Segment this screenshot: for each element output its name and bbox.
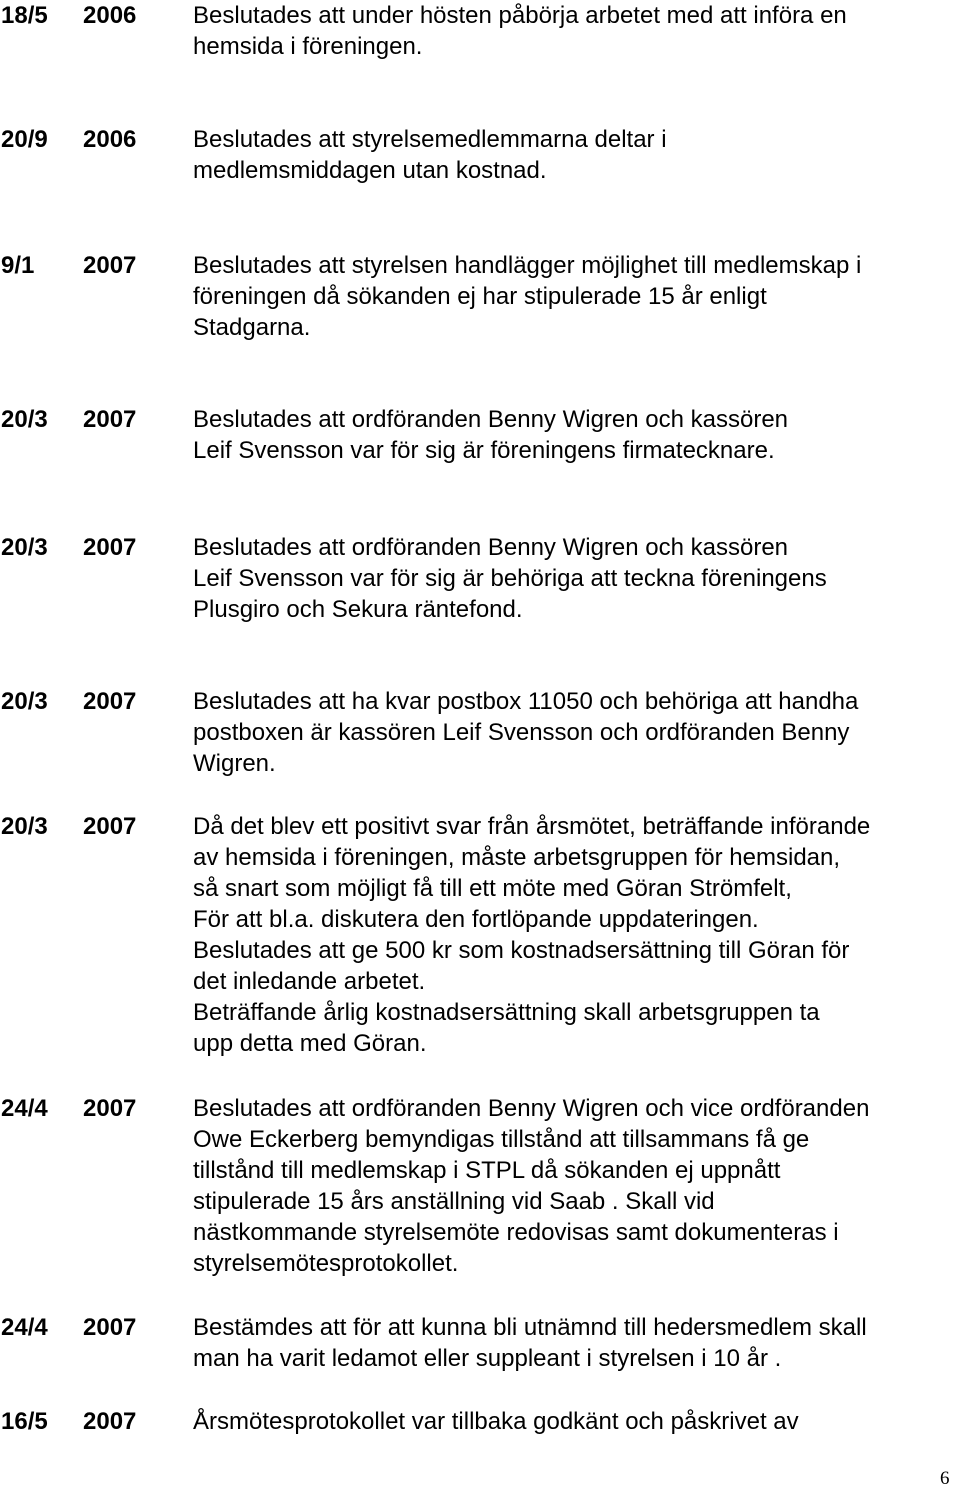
entry-day-month: 20/9: [1, 126, 48, 153]
entry-date: [1, 532, 136, 563]
entry-date: [1, 0, 136, 31]
entry-date: [1, 1312, 136, 1343]
entry-text-line: så snart som möjligt få till ett möte med Göran Strömfelt,: [193, 875, 792, 902]
entry-date: [1, 1093, 136, 1124]
entry-text-line: Beslutades att ordföranden Benny Wigren och vice ordföranden: [193, 1095, 870, 1122]
entry-day-month: 9/1: [1, 252, 35, 279]
entry-text-line: medlemsmiddagen utan kostnad.: [193, 157, 547, 184]
entry-year: 2007: [83, 1408, 137, 1435]
entry-year: 2007: [83, 1314, 137, 1341]
entry-text-line: Årsmötesprotokollet var tillbaka godkänt och påskrivet av: [193, 1408, 799, 1435]
entry-text-line: Beträffande årlig kostnadsersättning skall arbetsgruppen ta: [193, 999, 820, 1026]
entry-text: [193, 532, 827, 625]
entry-year: 2007: [83, 1095, 137, 1122]
entry-text-line: av hemsida i föreningen, måste arbetsgruppen för hemsidan,: [193, 844, 841, 871]
entry-date: [1, 811, 136, 842]
entry-text-line: För att bl.a. diskutera den fortlöpande uppdateringen.: [193, 906, 759, 933]
entry-year: 2007: [83, 534, 137, 561]
entry-text-line: tillstånd till medlemskap i STPL då sökanden ej uppnått: [193, 1157, 781, 1184]
entry-text: [193, 1093, 869, 1279]
entry-text-line: Beslutades att ordföranden Benny Wigren och kassören: [193, 406, 789, 433]
entry-year: 2007: [83, 688, 137, 715]
entry-day-month: 18/5: [1, 2, 48, 29]
entry-date: [1, 1406, 136, 1437]
entry-text: [193, 811, 870, 1059]
entry-text-line: Bestämdes att för att kunna bli utnämnd till hedersmedlem skall: [193, 1314, 867, 1341]
entry-text-line: postboxen är kassören Leif Svensson och ordföranden Benny: [193, 719, 850, 746]
entry-text-line: Leif Svensson var för sig är föreningens firmatecknare.: [193, 437, 775, 464]
entry-year: 2007: [83, 406, 137, 433]
entry-year: 2006: [83, 2, 137, 29]
entry-text-line: stipulerade 15 års anställning vid Saab . Skall vid: [193, 1188, 715, 1215]
page-number: 6: [940, 1468, 950, 1489]
entry-text-line: Owe Eckerberg bemyndigas tillstånd att tillsammans få ge: [193, 1126, 810, 1153]
entry-year: 2007: [83, 252, 137, 279]
entry-text-line: nästkommande styrelsemöte redovisas samt dokumenteras i: [193, 1219, 839, 1246]
entry-text-line: Beslutades att ha kvar postbox 11050 och behöriga att handha: [193, 688, 859, 715]
entry-text-line: Leif Svensson var för sig är behöriga att teckna föreningens: [193, 565, 827, 592]
entry-text: [193, 404, 788, 466]
entry-text-line: föreningen då sökanden ej har stipulerade 15 år enligt: [193, 283, 767, 310]
entry-text-line: Beslutades att ge 500 kr som kostnadsersättning till Göran för: [193, 937, 850, 964]
entry-day-month: 20/3: [1, 688, 48, 715]
entry-text: [193, 124, 667, 186]
entry-text-line: Stadgarna.: [193, 314, 311, 341]
entry-day-month: 24/4: [1, 1095, 48, 1122]
entry-text-line: Wigren.: [193, 750, 276, 777]
entry-text-line: Beslutades att styrelsemedlemmarna deltar i: [193, 126, 667, 153]
entry-year: 2007: [83, 813, 137, 840]
entry-text-line: Beslutades att under hösten påbörja arbetet med att införa en: [193, 2, 847, 29]
entry-day-month: 20/3: [1, 406, 48, 433]
entry-year: 2006: [83, 126, 137, 153]
entry-date: [1, 250, 136, 281]
entry-text-line: hemsida i föreningen.: [193, 33, 423, 60]
entry-text: [193, 1312, 867, 1374]
entry-text-line: styrelsemötesprotokollet.: [193, 1250, 459, 1277]
entry-text: [193, 0, 847, 62]
entry-text: [193, 250, 861, 343]
entry-text-line: Plusgiro och Sekura räntefond.: [193, 596, 523, 623]
entry-text-line: det inledande arbetet.: [193, 968, 426, 995]
entry-day-month: 20/3: [1, 813, 48, 840]
entry-text-line: Beslutades att ordföranden Benny Wigren och kassören: [193, 534, 789, 561]
entry-date: [1, 686, 136, 717]
entry-text: [193, 686, 858, 779]
entry-day-month: 20/3: [1, 534, 48, 561]
entry-text-line: upp detta med Göran.: [193, 1030, 427, 1057]
entry-day-month: 24/4: [1, 1314, 48, 1341]
entry-text-line: man ha varit ledamot eller suppleant i styrelsen i 10 år .: [193, 1345, 782, 1372]
entry-date: [1, 404, 136, 435]
entry-day-month: 16/5: [1, 1408, 48, 1435]
entry-text-line: Beslutades att styrelsen handlägger möjlighet till medlemskap i: [193, 252, 862, 279]
entry-text: [193, 1406, 799, 1437]
entry-date: [1, 124, 136, 155]
entry-text-line: Då det blev ett positivt svar från årsmötet, beträffande införande: [193, 813, 871, 840]
